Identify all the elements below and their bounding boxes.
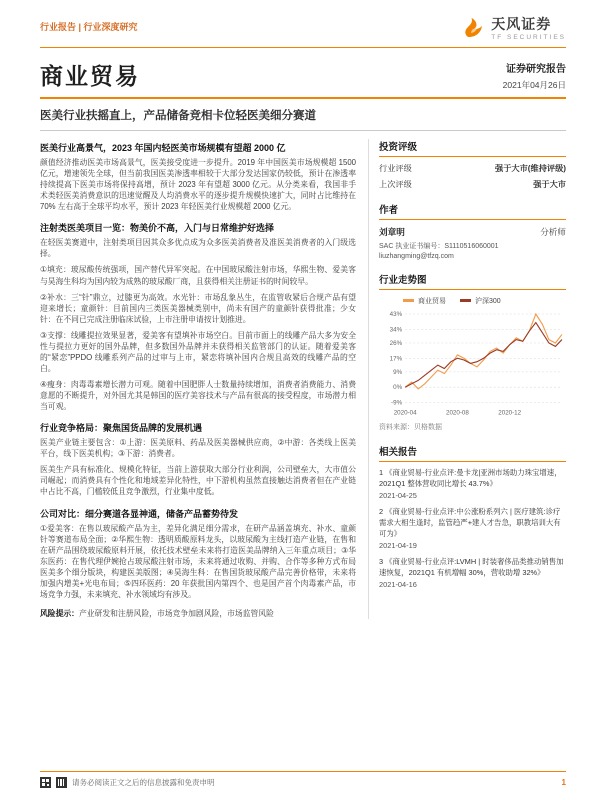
header-divider bbox=[40, 47, 566, 48]
legend-label: 沪深300 bbox=[475, 297, 501, 305]
section-paragraph: ①填充：玻尿酸传统强项，国产替代异军突起。在中国玻尿酸注射市场，华熙生物、爱美客与昊海生科均为国内较为成熟的玻尿酸厂商，且获得相关注册证书的时间较早。 bbox=[40, 265, 356, 286]
report-type-label: 证券研究报告 bbox=[506, 64, 566, 75]
series-swatch bbox=[403, 299, 414, 302]
legend-label: 商业贸易 bbox=[418, 297, 446, 305]
author-role: 分析师 bbox=[540, 227, 566, 237]
trend-section bbox=[379, 272, 566, 433]
risk-text: 产业研发和注册风险，市场竞争加剧风险，市场监管风险 bbox=[78, 608, 274, 618]
barcode-icon bbox=[56, 777, 67, 788]
footer-left bbox=[40, 777, 215, 788]
author-email[interactable]: liuzhangming@tfzq.com bbox=[379, 252, 454, 260]
author-section bbox=[379, 202, 566, 260]
section-paragraph: ④瘦身：肉毒毒素增长潜力可观。随着中国肥胖人士数量持续增加，消费者消费能力、消费意愿的不断提升，对外国尤其是韩国的医疗美容技术与产品有很高的接受程度，市场潜力相当可观。 bbox=[40, 380, 356, 412]
risk-notice bbox=[40, 608, 356, 619]
main-content bbox=[40, 139, 356, 619]
breadcrumb: 行业报告 | 行业深度研究 bbox=[40, 22, 138, 32]
trend-chart bbox=[379, 308, 566, 421]
line-chart bbox=[379, 308, 566, 421]
rating-section bbox=[379, 139, 566, 190]
page-title: 商业贸易 bbox=[40, 63, 140, 89]
report-item[interactable] bbox=[379, 507, 566, 551]
svg-text:26%: 26% bbox=[389, 339, 403, 347]
report-date: 2021年04月26日 bbox=[502, 80, 566, 90]
rating-row bbox=[379, 179, 566, 190]
chart-source: 资料来源：贝格数据 bbox=[379, 424, 442, 432]
rating-row bbox=[379, 163, 566, 174]
report-item-text[interactable]: 1 《商业贸易-行业点评:曼卡龙|亚洲市场助力珠宝增速，2021Q1 整体营收同比增长 43.7%》 bbox=[379, 468, 562, 488]
section-heading: 公司对比：细分赛道各显神通，储备产品蓄势待发 bbox=[40, 508, 239, 519]
section-paragraph: ③支撑：线雕提拉效果显著，爱美客有望填补市场空白。目前市面上的线雕产品大多为安全性与提拉力更好的国外品牌，但多数国外品牌并未获得相关监管部门的认证。随着爱美客的“紧恋”PPDO 线雕系列产品的过审与上市，紧恋将填补国内合规且高效的线雕产品的空白。 bbox=[40, 330, 356, 373]
rating-value: 强于大市 bbox=[533, 180, 566, 189]
section-paragraph: ②补水：三“针”鼎立，过膝更为高效。水光针：市场乱象丛生，在监管收紧后合规产品有望迎来增长；童颜针：目前国内三类医美器械类别中，尚未有国产的童颜针获得批准；少女针：在不同已完成注册临床试验，上市注册申请按计划推进。 bbox=[40, 292, 356, 324]
legend-item bbox=[460, 296, 501, 306]
svg-text:2020-08: 2020-08 bbox=[446, 409, 469, 417]
section-paragraph: 在轻医美赛道中，注射类项目因其众多优点成为众多医美消费者及准医美消费者的入门级选择。 bbox=[40, 238, 356, 259]
brand-name: 天风证券 bbox=[491, 16, 552, 32]
report-item[interactable] bbox=[379, 557, 566, 590]
title-divider bbox=[40, 97, 566, 99]
svg-text:34%: 34% bbox=[389, 325, 403, 333]
brand-text bbox=[491, 14, 566, 41]
author-name: 刘章明 bbox=[379, 227, 405, 237]
section-heading: 行业竞争格局：聚焦国货品牌的发展机遇 bbox=[40, 423, 203, 434]
subtitle-divider bbox=[40, 130, 566, 131]
report-item-date: 2021-04-25 bbox=[379, 490, 417, 500]
series-swatch bbox=[460, 299, 471, 302]
related-reports-title: 相关报告 bbox=[379, 444, 566, 462]
legend-item bbox=[403, 296, 446, 306]
svg-text:43%: 43% bbox=[389, 310, 403, 318]
risk-label: 风险提示： bbox=[40, 608, 79, 618]
rating-label: 行业评级 bbox=[379, 164, 412, 173]
author-row bbox=[379, 226, 566, 238]
top-header bbox=[40, 14, 566, 41]
svg-text:2020-04: 2020-04 bbox=[393, 409, 417, 417]
page-footer bbox=[40, 771, 566, 788]
report-item[interactable] bbox=[379, 468, 566, 501]
section-paragraph: 医美生产具有标准化、规模化特征，当前上游获取大部分行业利润，公司壁垒大，大市值公司崛起；而消费具有个性化和地域差异化特性，中下游机构虽然直接触达消费者但在产业链中占比不高，门槛较低且竞争激烈，行业集中度低。 bbox=[40, 465, 356, 497]
report-item-date: 2021-04-19 bbox=[379, 540, 417, 550]
rating-label: 上次评级 bbox=[379, 180, 412, 189]
report-item-date: 2021-04-16 bbox=[379, 579, 417, 589]
section-paragraph: 颜值经济推动医美市场高景气，医美接受度进一步提升。2019 年中国医美市场规模超 1500 亿元，增速领先全球，但当前我国医美渗透率相较于大部分发达国家仍较低，预计在渗透率持续提高下医美市场将保持高增，预计 2023 年有望超 3000 亿元。从分类来看，我国非手术类轻医美消费意识的迅速觉醒及人均消费水平的逐步提升规模快速扩大，同时占比维持在 70% 左右高于全球平均水平，预计 2023 年轻医美行业规模超 2000 亿元。 bbox=[40, 158, 356, 212]
sidebar bbox=[368, 139, 566, 619]
brand bbox=[462, 14, 566, 41]
svg-text:2020-12: 2020-12 bbox=[498, 409, 522, 417]
section-paragraph: 医美产业链主要包含：①上游：医美原料、药品及医美器械供应商，②中游：各类线上医美平台，线下医美机构；③下游：消费者。 bbox=[40, 438, 356, 459]
section-heading: 注射类医美项目一览：物美价不高，入门与日常维护好选择 bbox=[40, 223, 275, 234]
trend-title: 行业走势图 bbox=[379, 272, 566, 290]
footer-disclaimer: 请务必阅读正文之后的信息披露和免责申明 bbox=[72, 778, 215, 787]
rating-value: 强于大市(维持评级) bbox=[495, 164, 566, 173]
author-sac: SAC 执业证书编号：S1110516060001 bbox=[379, 243, 499, 250]
chart-legend bbox=[403, 296, 566, 306]
svg-text:0%: 0% bbox=[393, 383, 403, 391]
report-item-text[interactable]: 2 《商业贸易-行业点评:中公涨粉系列六 | 医疗建筑:诊疗需求大相生逢时，监管趋严+建人才告急，职教培训大有可为》 bbox=[379, 507, 561, 538]
report-meta bbox=[503, 58, 566, 91]
related-reports-section bbox=[379, 444, 566, 590]
rating-title: 投资评级 bbox=[379, 139, 566, 157]
report-subtitle: 医美行业扶摇直上，产品储备竞相卡位轻医美细分赛道 bbox=[40, 110, 316, 122]
brand-subtitle: TF SECURITIES bbox=[491, 34, 566, 41]
svg-text:17%: 17% bbox=[389, 354, 403, 362]
svg-text:9%: 9% bbox=[393, 368, 403, 376]
brand-logo-icon bbox=[462, 16, 486, 40]
page-number: 1 bbox=[561, 778, 566, 787]
title-row bbox=[40, 58, 566, 91]
section-heading: 医美行业高景气，2023 年国内轻医美市场规模有望超 2000 亿 bbox=[40, 143, 286, 153]
report-item-text[interactable]: 3 《商业贸易-行业点评:LVMH | 时装奢侈品类推动销售加速恢复，2021Q1 有机增幅 30%，营收助增 32%》 bbox=[379, 557, 564, 577]
qr-code-icon bbox=[40, 777, 51, 788]
author-title: 作者 bbox=[379, 202, 566, 220]
section-paragraph: ①爱美客：在售以玻尿酸产品为主，差异化满足细分需求，在研产品涵盖填充、补水、童颜针等赛道布局全面；②华熙生物：透明质酸原料龙头，以玻尿酸为主线打造产业链，在售和在研产品围绕玻尿酸原料开展，依托技术壁垒未来将打造医美品牌纳入三年重点项目；③华东医药：在售代理伊婉抢占玻尿酸注射市场，未来将通过收购、并购、合作等多种方式布局医美多个细分版块，构建医美版图；④昊海生科：在售国货玻尿酸产品完善价格带，未来将加强内增美+光电布局；⑤四环医药：20 年获批国内第四个、也是国产首个肉毒素产品，市场竞争力强，未来填充、补水领域均有涉及。 bbox=[40, 523, 356, 599]
svg-text:-9%: -9% bbox=[391, 399, 403, 407]
